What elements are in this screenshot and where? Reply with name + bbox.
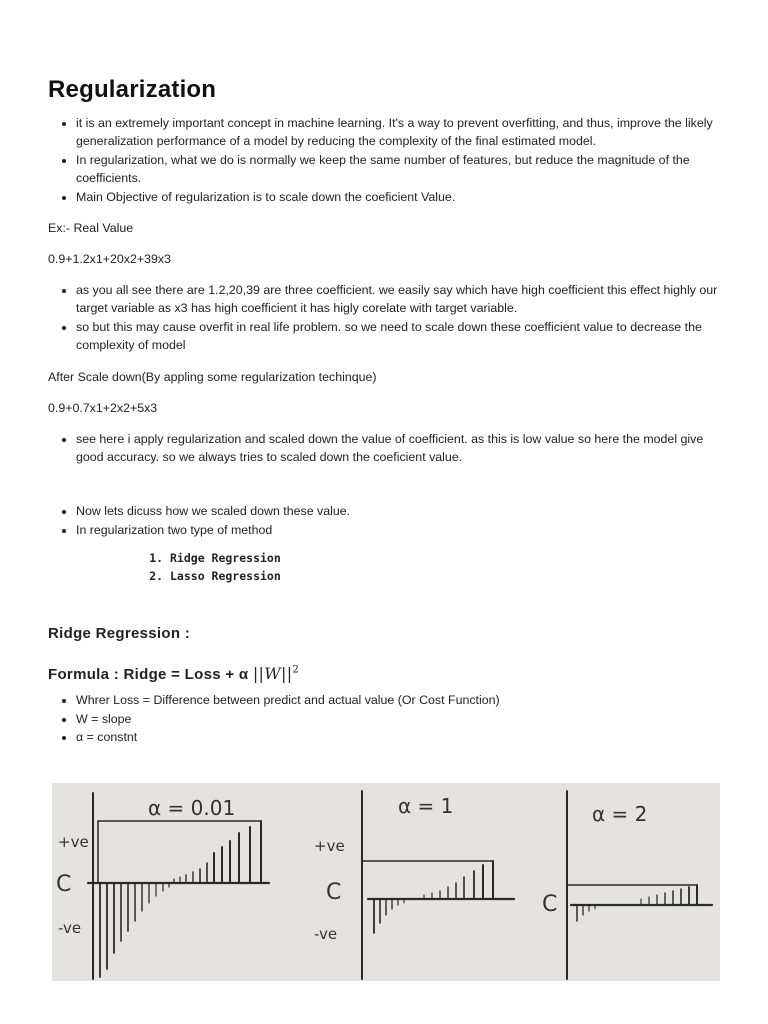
- scaled-explanation-list: [48, 430, 720, 467]
- list-item: • W = slope: [76, 710, 720, 728]
- list-item: • In regularization two type of method: [76, 521, 720, 539]
- handwritten-whiteboard-photo: [52, 783, 720, 981]
- panel-2-c-label: C: [326, 880, 342, 905]
- real-explanation-list: [48, 281, 720, 355]
- definition-list: [48, 691, 720, 746]
- panel-1-negative-label: -ve: [58, 919, 82, 937]
- panel-1-alpha-label: α = 0.01: [148, 796, 236, 820]
- list-item: • In regularization, what we do is normally we keep the same number of features, but reduce the magnitude of the coefficients.: [76, 151, 720, 188]
- document-page: [48, 70, 720, 747]
- ridge-heading: Ridge Regression :: [48, 625, 191, 643]
- intro-list: [48, 114, 720, 206]
- list-item: • see here i apply regularization and scaled down the value of coefficient. as this is low value so here the model give good accuracy. so we always tries to scaled down the coeficient value.: [76, 430, 720, 467]
- real-equation: 0.9+1.2x1+20x2+39x3: [48, 252, 171, 267]
- panel-2-negative-label: -ve: [314, 925, 338, 943]
- list-item: • so but this may cause overfit in real life problem. so we need to scale down these coefficient value to decrease the complexity of model: [76, 318, 720, 355]
- panel-2-positive-label: +ve: [314, 837, 345, 855]
- norm-left: ||: [252, 664, 265, 684]
- methods-list: [48, 549, 720, 585]
- panel-1-c-label: C: [56, 872, 72, 897]
- weight-symbol: W: [264, 664, 281, 684]
- ridge-formula: [48, 664, 720, 683]
- example-label: Ex:- Real Value: [48, 221, 134, 236]
- panel-1-positive-label: +ve: [58, 833, 89, 851]
- list-item: • Now lets dicuss how we scaled down these value.: [76, 502, 720, 520]
- panel-3-c-label: C: [542, 892, 558, 917]
- scaled-equation: 0.9+0.7x1+2x2+5x3: [48, 400, 158, 415]
- norm-right: ||: [281, 664, 293, 684]
- panel-2-alpha-label: α = 1: [398, 794, 454, 818]
- page-title: Regularization: [48, 76, 217, 103]
- after-scale-label: After Scale down(By appling some regularization techinque): [48, 369, 377, 384]
- list-item: • Main Objective of regularization is to scale down the coeficient Value.: [76, 188, 720, 206]
- exponent: 2: [292, 664, 300, 676]
- formula-text: Formula : Ridge = Loss + α: [48, 666, 253, 684]
- list-item: • it is an extremely important concept in machine learning. It's a way to prevent overfitting, and thus, improve the likely generalization performance of a model by reducing the complexity of the final estimated model.: [76, 114, 720, 151]
- panel-3-alpha-label: α = 2: [592, 802, 648, 826]
- method-intro-list: [48, 502, 720, 539]
- method-lasso: 2. Lasso Regression: [170, 567, 720, 585]
- list-item: • Whrer Loss = Difference between predict and actual value (Or Cost Function): [76, 691, 720, 709]
- list-item: • α = constnt: [76, 728, 720, 746]
- method-ridge: 1. Ridge Regression: [170, 549, 720, 567]
- list-item: • as you all see there are 1.2,20,39 are three coefficient. we easily say which have high coefficient this effect highly our target variable as x3 has high coefficient it has higly corelate with target variable.: [76, 281, 720, 318]
